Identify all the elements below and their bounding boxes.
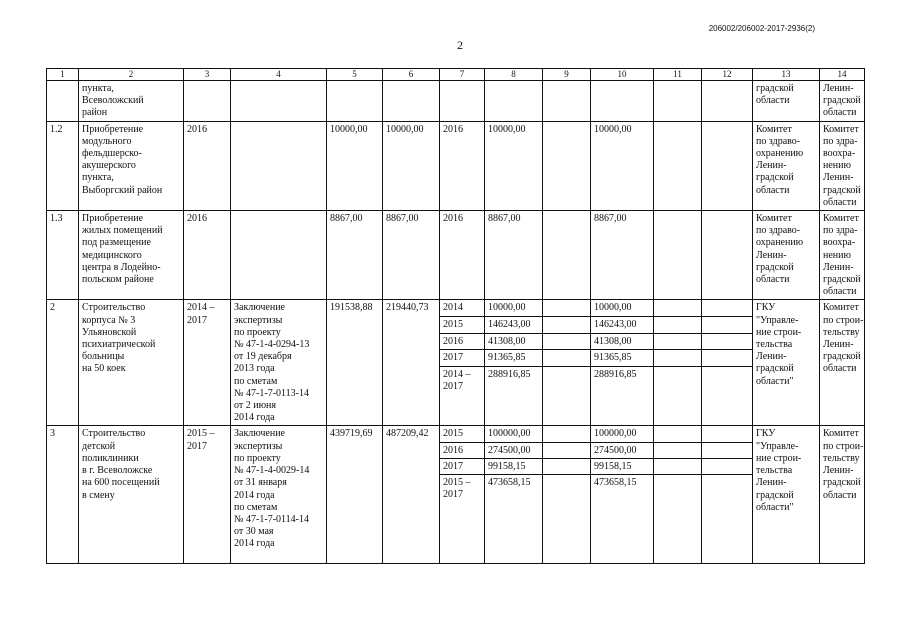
cell-text: области	[823, 363, 857, 375]
col9-cell	[543, 350, 591, 367]
customer-org-cell	[820, 300, 865, 426]
cell-text: польском районе	[82, 274, 154, 286]
cell-text: градской	[756, 363, 794, 375]
table-row-3	[47, 426, 865, 442]
cell-text: поликлиники	[82, 452, 139, 464]
cell-text: 2014 года	[234, 489, 275, 501]
cell-text: нению	[823, 249, 851, 261]
column-number: 11	[654, 69, 702, 81]
cell-text: от 30 мая	[234, 526, 274, 538]
cell-text: Ленин-	[756, 249, 787, 261]
column-number: 5	[327, 69, 383, 81]
column-number: 14	[820, 69, 865, 81]
cost-current-cell: 487209,42	[383, 426, 440, 563]
total-amount-cell: 10000,00	[485, 121, 543, 210]
column-number: 12	[702, 69, 753, 81]
year-cell	[440, 442, 485, 458]
cell-text: тельству	[823, 326, 860, 338]
responsible-org-cell	[753, 211, 820, 300]
total-amount-cell: 146243,00	[485, 317, 543, 334]
cell-text: № 47-1-4-0029-14	[234, 465, 310, 477]
cell-text: больницы	[82, 351, 125, 363]
cell-text: от 2 июня	[234, 400, 277, 412]
expertise-cell	[231, 426, 327, 563]
cell-text: по проекту	[234, 326, 281, 338]
cell-text: 2016	[443, 335, 463, 347]
regional-budget-cell: 288916,85	[591, 366, 654, 426]
col9-cell	[543, 426, 591, 442]
cell-text: по здра-	[823, 225, 858, 237]
cell-text: Комитет	[823, 428, 859, 440]
cell-text: 2017	[443, 352, 463, 364]
col11-cell	[654, 366, 702, 426]
col11-cell	[654, 81, 702, 122]
cell-text: Строительство	[82, 302, 146, 314]
cell-text: 2015	[443, 319, 463, 331]
cell-text: Строительство	[82, 428, 146, 440]
cell-text: градской	[823, 95, 861, 107]
cell-text: Ленин-	[823, 83, 854, 94]
item-name-cell	[79, 300, 184, 426]
cell-text: области"	[756, 375, 794, 387]
col9-cell	[543, 121, 591, 210]
cell-text: 2014 года	[234, 412, 275, 424]
cost-estimate-cell: 8867,00	[327, 211, 383, 300]
column-number-row	[47, 69, 865, 81]
cell-text: воохра-	[823, 237, 856, 249]
col11-cell	[654, 458, 702, 474]
cell-text: области	[823, 196, 857, 208]
col12-cell	[702, 350, 753, 367]
col11-cell	[654, 121, 702, 210]
cell-text: Комитет	[823, 123, 859, 135]
year-cell	[440, 475, 485, 563]
cell-text: модульного	[82, 135, 132, 147]
year-cell	[440, 458, 485, 474]
cell-text: 2014 –	[443, 368, 471, 380]
col9-cell	[543, 442, 591, 458]
cell-text: воохра-	[823, 148, 856, 160]
cell-text: № 47-1-4-0294-13	[234, 339, 310, 351]
item-number-cell: 2	[47, 300, 79, 426]
cell-text: 2015	[443, 428, 463, 440]
col6-cell	[383, 81, 440, 122]
cell-text: области	[823, 286, 857, 298]
cell-text: Ленин-	[756, 351, 787, 363]
col4-cell	[231, 81, 327, 122]
customer-org-cell	[820, 81, 865, 122]
cell-text: от 31 января	[234, 477, 287, 489]
cell-text: 2014 –	[187, 302, 215, 314]
cell-text: ГКУ	[756, 428, 776, 440]
cell-text: Заключение	[234, 302, 285, 314]
col9-cell	[543, 317, 591, 334]
cell-text: 2014	[443, 302, 463, 314]
cell-text: 2015 –	[443, 477, 471, 489]
cell-text: на 600 посещений	[82, 477, 160, 489]
col9-cell	[543, 366, 591, 426]
col12-cell	[702, 366, 753, 426]
item-number-cell: 3	[47, 426, 79, 563]
cell-text: градской	[823, 477, 861, 489]
col11-cell	[654, 442, 702, 458]
cell-text: Ульяновской	[82, 326, 137, 338]
col12-cell	[702, 211, 753, 300]
customer-org-cell	[820, 121, 865, 210]
cost-current-cell: 219440,73	[383, 300, 440, 426]
cell-text: 2017	[443, 489, 463, 501]
year-cell	[440, 350, 485, 367]
cost-estimate-cell: 10000,00	[327, 121, 383, 210]
cost-current-cell: 10000,00	[383, 121, 440, 210]
total-amount-cell: 99158,15	[485, 458, 543, 474]
col11-cell	[654, 333, 702, 350]
total-amount-cell: 10000,00	[485, 300, 543, 317]
cell-text: тельству	[823, 452, 860, 464]
item-name-cell	[79, 426, 184, 563]
cell-text: от 19 декабря	[234, 351, 292, 363]
col12-cell	[702, 426, 753, 442]
cell-text: 2016	[443, 444, 463, 456]
col11-cell	[654, 300, 702, 317]
total-amount-cell: 288916,85	[485, 366, 543, 426]
cell-text: фельдшерско-	[82, 148, 142, 160]
col12-cell	[702, 442, 753, 458]
cell-text: Ленин-	[823, 261, 854, 273]
cell-text: Ленин-	[823, 172, 854, 184]
cell-text: Комитет	[756, 123, 792, 135]
column-number: 1	[47, 69, 79, 81]
column-number: 6	[383, 69, 440, 81]
regional-budget-cell: 10000,00	[591, 121, 654, 210]
col11-cell	[654, 426, 702, 442]
total-amount-cell: 41308,00	[485, 333, 543, 350]
column-number: 9	[543, 69, 591, 81]
cell-text: 2017	[443, 380, 463, 392]
cell-text: Выборгский район	[82, 184, 163, 196]
cell-text: район	[82, 107, 108, 119]
col8-cell	[485, 81, 543, 122]
col9-cell	[543, 211, 591, 300]
total-amount-cell: 274500,00	[485, 442, 543, 458]
column-number: 8	[485, 69, 543, 81]
col10-cell	[591, 81, 654, 122]
cell-text: в г. Всеволожске	[82, 465, 153, 477]
period-cell	[184, 300, 231, 426]
col12-cell	[702, 317, 753, 334]
col9-cell	[543, 300, 591, 317]
cell-text: ГКУ	[756, 302, 776, 314]
column-number: 7	[440, 69, 485, 81]
cell-text: области	[823, 489, 857, 501]
cell-text: по строи-	[823, 440, 864, 452]
cell-text: по здра-	[823, 135, 858, 147]
col3-cell	[184, 81, 231, 122]
cell-text: Приобретение	[82, 123, 144, 135]
cell-text: под размещение	[82, 237, 151, 249]
cell-text: на 50 коек	[82, 363, 126, 375]
cell-text: градской	[756, 83, 794, 94]
customer-org-cell	[820, 211, 865, 300]
cell-text: Приобретение	[82, 213, 144, 225]
regional-budget-cell: 8867,00	[591, 211, 654, 300]
col7-cell	[440, 81, 485, 122]
col11-cell	[654, 211, 702, 300]
item-number-cell: 1.2	[47, 121, 79, 210]
cell-text: охранению	[756, 237, 804, 249]
cell-text: нению	[823, 160, 851, 172]
col9-cell	[543, 333, 591, 350]
cell-text: Ленин-	[756, 160, 787, 172]
col9-cell	[543, 81, 591, 122]
cell-text: 2014 года	[234, 538, 275, 550]
column-number: 13	[753, 69, 820, 81]
year-cell	[440, 317, 485, 334]
responsible-org-cell	[753, 121, 820, 210]
col12-cell	[702, 458, 753, 474]
period-cell: 2016	[184, 211, 231, 300]
table-row-1-2	[47, 121, 865, 210]
cell-text: детской	[82, 440, 116, 452]
cell-text: области	[823, 107, 857, 119]
cell-text: психиатрической	[82, 339, 156, 351]
column-number: 3	[184, 69, 231, 81]
period-cell: 2016	[184, 121, 231, 210]
cost-current-cell: 8867,00	[383, 211, 440, 300]
expertise-cell	[231, 211, 327, 300]
cell-text: тельства	[756, 339, 793, 351]
cell-text: в смену	[82, 489, 115, 501]
col5-cell	[327, 81, 383, 122]
document-number: 206002/206002-2017-2936(2)	[708, 24, 815, 33]
regional-budget-cell: 274500,00	[591, 442, 654, 458]
cell-text: Ленин-	[823, 465, 854, 477]
col9-cell	[543, 475, 591, 563]
responsible-org-cell	[753, 300, 820, 426]
regional-budget-cell: 473658,15	[591, 475, 654, 563]
cell-text: тельства	[756, 465, 793, 477]
cell-text: области	[756, 184, 790, 196]
year-cell: 2016	[440, 211, 485, 300]
total-amount-cell: 100000,00	[485, 426, 543, 442]
year-cell	[440, 300, 485, 317]
cost-estimate-cell: 439719,69	[327, 426, 383, 563]
item-name-cell	[79, 121, 184, 210]
cell-text: охранению	[756, 148, 804, 160]
responsible-org-cell	[753, 426, 820, 563]
total-amount-cell: 8867,00	[485, 211, 543, 300]
cell-text: жилых помещений	[82, 225, 163, 237]
item-number-cell: 1.3	[47, 211, 79, 300]
expertise-cell	[231, 121, 327, 210]
cell-text: по здраво-	[756, 135, 801, 147]
cell-text: 2017	[187, 440, 207, 452]
cell-text: центра в Лодейно-	[82, 261, 161, 273]
regional-budget-cell: 41308,00	[591, 333, 654, 350]
col9-cell	[543, 458, 591, 474]
regional-budget-cell: 10000,00	[591, 300, 654, 317]
regional-budget-cell: 146243,00	[591, 317, 654, 334]
cell-text: экспертизы	[234, 314, 283, 326]
item-number-cell	[47, 81, 79, 122]
cell-text: пункта,	[82, 83, 114, 94]
col11-cell	[654, 317, 702, 334]
cell-text: "Управле-	[756, 314, 799, 326]
cell-text: ние строи-	[756, 326, 802, 338]
year-cell	[440, 426, 485, 442]
responsible-org-cell	[753, 81, 820, 122]
cell-text: медицинского	[82, 249, 142, 261]
regional-budget-cell: 91365,85	[591, 350, 654, 367]
cell-text: по строи-	[823, 314, 864, 326]
cell-text: 2017	[187, 314, 207, 326]
cell-text: Ленин-	[756, 477, 787, 489]
col12-cell	[702, 81, 753, 122]
total-amount-cell: 473658,15	[485, 475, 543, 563]
cell-text: Комитет	[823, 302, 859, 314]
cell-text: акушерского	[82, 160, 136, 172]
table-row-1-3	[47, 211, 865, 300]
cell-text: № 47-1-7-0113-14	[234, 387, 309, 399]
cell-text: 2015 –	[187, 428, 215, 440]
column-number: 10	[591, 69, 654, 81]
column-number: 4	[231, 69, 327, 81]
cell-text: области	[756, 95, 790, 107]
cell-text: корпуса № 3	[82, 314, 136, 326]
table-row-2	[47, 300, 865, 317]
cell-text: Комитет	[823, 213, 859, 225]
cell-text: градской	[756, 172, 794, 184]
col12-cell	[702, 300, 753, 317]
cell-text: 2017	[443, 460, 463, 472]
cell-text: области	[756, 274, 790, 286]
cell-text: области"	[756, 501, 794, 513]
item-name-cell	[79, 81, 184, 122]
regional-budget-cell: 99158,15	[591, 458, 654, 474]
cell-text: градской	[823, 184, 861, 196]
year-cell: 2016	[440, 121, 485, 210]
col12-cell	[702, 475, 753, 563]
cell-text: пункта,	[82, 172, 114, 184]
cost-estimate-cell: 191538,88	[327, 300, 383, 426]
cell-text: градской	[823, 351, 861, 363]
col12-cell	[702, 121, 753, 210]
cell-text: по проекту	[234, 452, 281, 464]
cell-text: по сметам	[234, 375, 278, 387]
column-number: 2	[79, 69, 184, 81]
year-cell	[440, 366, 485, 426]
cell-text: градской	[756, 261, 794, 273]
cell-text: ние строи-	[756, 452, 802, 464]
year-cell	[440, 333, 485, 350]
cell-text: Ленин-	[823, 339, 854, 351]
cell-text: градской	[756, 489, 794, 501]
col11-cell	[654, 475, 702, 563]
regional-budget-cell: 100000,00	[591, 426, 654, 442]
period-cell	[184, 426, 231, 563]
table-row-continued	[47, 81, 865, 122]
total-amount-cell: 91365,85	[485, 350, 543, 367]
program-table	[46, 68, 865, 564]
item-name-cell	[79, 211, 184, 300]
cell-text: по сметам	[234, 501, 278, 513]
cell-text: Всеволожский	[82, 95, 144, 107]
col11-cell	[654, 350, 702, 367]
cell-text: "Управле-	[756, 440, 799, 452]
cell-text: Заключение	[234, 428, 285, 440]
cell-text: Комитет	[756, 213, 792, 225]
cell-text: по здраво-	[756, 225, 801, 237]
cell-text: 2013 года	[234, 363, 275, 375]
col12-cell	[702, 333, 753, 350]
cell-text: градской	[823, 274, 861, 286]
expertise-cell	[231, 300, 327, 426]
customer-org-cell	[820, 426, 865, 563]
page-number: 2	[457, 38, 463, 52]
cell-text: экспертизы	[234, 440, 283, 452]
cell-text: № 47-1-7-0114-14	[234, 513, 309, 525]
